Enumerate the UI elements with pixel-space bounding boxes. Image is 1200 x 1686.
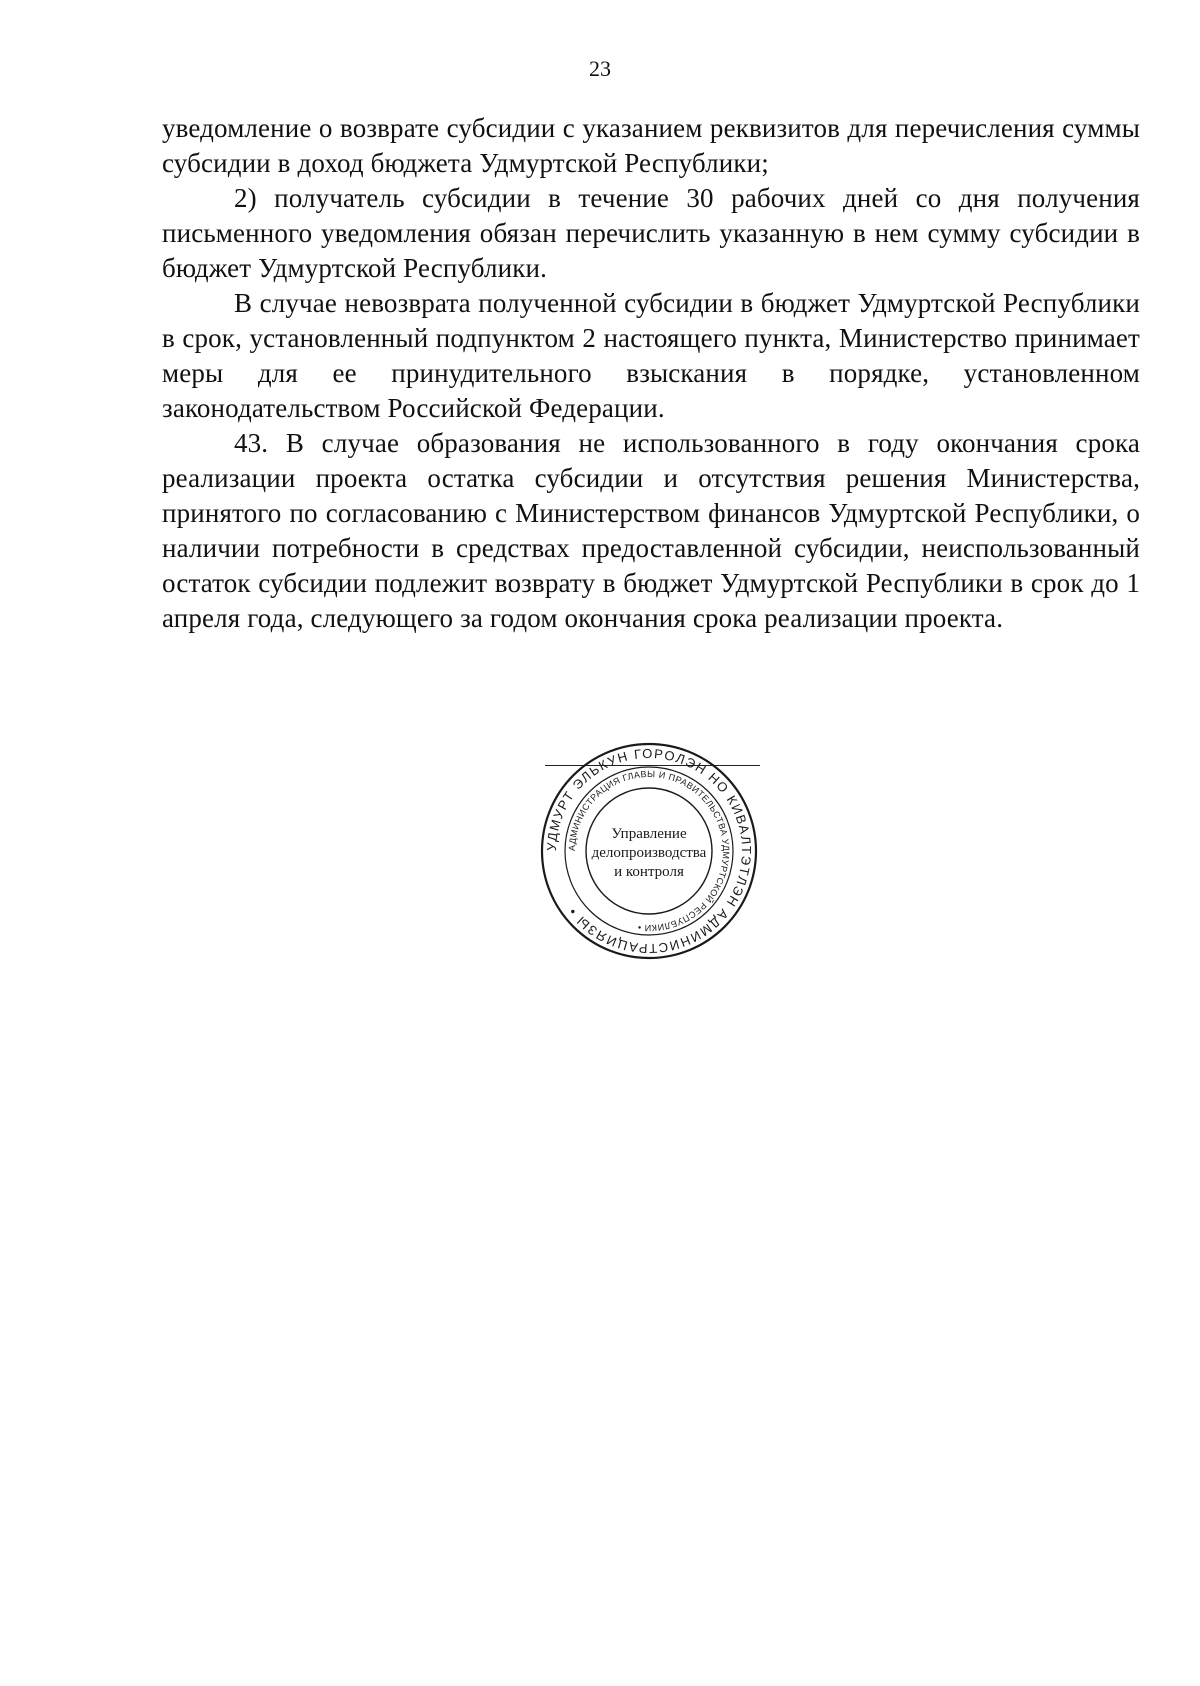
paragraph: уведомление о возврате субсидии с указанием реквизитов для перечисления суммы субсидии в доход бюджета Удмуртской Республики;: [162, 113, 1140, 178]
paragraph: 43. В случае образования не использованного в году окончания срока реализации проекта остатка субсидии и отсутствия решения Министерства, принятого по согласованию с Министерством финансов Удмуртской Республики, о наличии потребности в средствах предоставленной субсидии, неиспользованный остаток субсидии подлежит возврату в бюджет Удмуртской Республики в срок до 1 апреля года, следующего за годом окончания срока реализации проекта.: [162, 428, 1140, 633]
seal-inner-text: АДМИНИСТРАЦИЯ ГЛАВЫ И ПРАВИТЕЛЬСТВА УДМУРТСКОЙ РЕСПУБЛИКИ •: [566, 768, 732, 934]
seal-center-line: и контроля: [614, 864, 684, 880]
paragraph: В случае невозврата полученной субсидии в бюджет Удмуртской Республики в срок, установленный подпунктом 2 настоящего пункта, Министерство принимает меры для ее принудительного взыскания в порядке, установленном законодательством Российской Федерации.: [162, 288, 1140, 423]
official-seal: [538, 740, 760, 962]
seal-center-line: делопроизводства: [591, 845, 707, 861]
document-body: [162, 111, 1140, 636]
paragraph: 2) получатель субсидии в течение 30 рабочих дней со дня получения письменного уведомления обязан перечислить указанную в нем сумму субсидии в бюджет Удмуртской Республики.: [162, 183, 1140, 283]
seal-outer-text: УДМУРТ ЭЛЬКУН ГОРОЛЭН НО КИВАЛТЭТЛЭН АДМИНИСТРАЦИЯЗЫ •: [543, 745, 755, 957]
page-number: 23: [589, 56, 611, 81]
seal-graphic: [538, 740, 760, 962]
seal-center-line: Управление: [611, 826, 687, 842]
